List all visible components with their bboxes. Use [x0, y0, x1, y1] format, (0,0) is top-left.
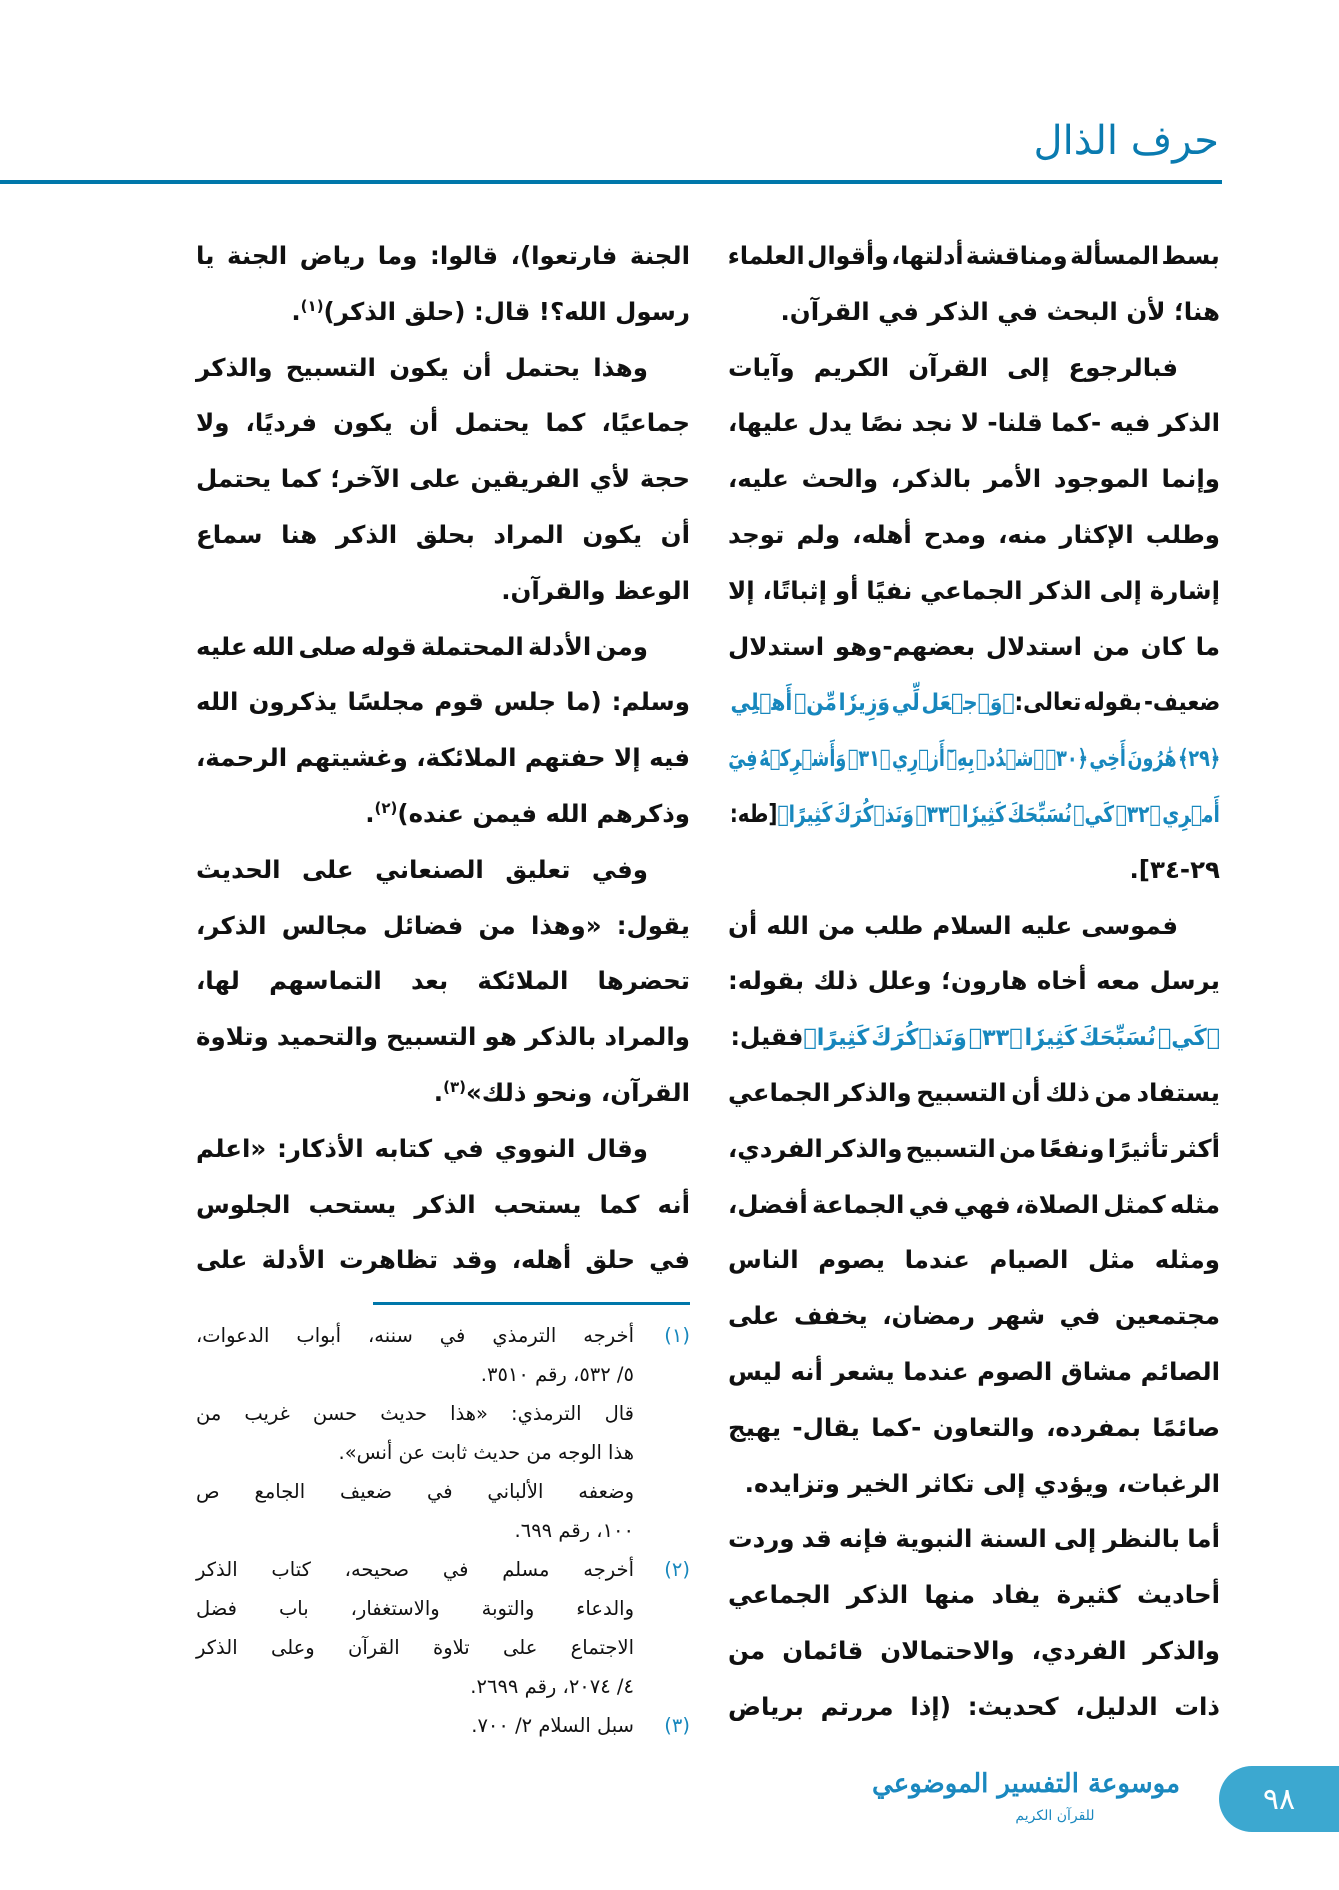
text-line — [728, 1232, 1220, 1288]
left-column — [196, 228, 690, 1288]
hadith-text: (ما جلس قوم مجلسًا يذكرون الله — [196, 687, 602, 717]
body-text: الذكر فيه -كما قلنا- لا نجد نصًا يدل عليها، — [728, 408, 1220, 438]
body-text: فبالرجوع إلى القرآن الكريم وآيات — [728, 352, 1178, 382]
footnote-text: وضعفه الألباني في ضعيف الجامع ص — [196, 1480, 634, 1503]
footnote-text: والدعاء والتوبة والاستغفار، باب فضل — [196, 1597, 634, 1620]
body-text: وقال النووي في كتابه الأذكار: «اعلم — [196, 1133, 648, 1163]
footnote-line — [196, 1355, 690, 1394]
body-text: الصائم مشاق الصوم عندما يشعر أنه ليس — [728, 1356, 1220, 1386]
footnote-number: (٢) — [664, 1558, 690, 1581]
line-content — [728, 228, 1220, 284]
text-line — [196, 953, 690, 1009]
text-line — [196, 898, 690, 954]
body-text: . — [433, 1077, 444, 1107]
text-line — [728, 1567, 1220, 1623]
quran-verse: أَمۡرِي ﴿٣٢﴾ كَيۡ نُسَبِّحَكَ كَثِيرٗا ﴿٣٣﴾ وَنَذۡكُرَكَ كَثِيرًا﴾ — [777, 801, 1220, 828]
body-text: إشارة إلى الذكر الجماعي نفيًا أو إثباتًا، إلا — [728, 575, 1220, 605]
text-line — [728, 1344, 1220, 1400]
footnote-text: ٥/ ٥٣٢، رقم ٣٥١٠. — [480, 1363, 634, 1386]
line-content — [730, 1009, 1220, 1067]
footnote-line — [196, 1394, 690, 1433]
text-line — [196, 730, 690, 786]
hadith-text: الجنة فارتعوا)، قالوا: وما رياض الجنة يا — [196, 241, 690, 270]
right-column — [728, 228, 1220, 1735]
body-text: يقول: «وهذا من فضائل مجالس الذكر، — [196, 910, 690, 940]
text-line — [196, 1177, 690, 1233]
text-line — [728, 730, 1220, 786]
encyclopedia-logo — [872, 1762, 1180, 1842]
page-number: ٩٨ — [1262, 1781, 1296, 1817]
body-text: جماعيًا، كما يحتمل أن يكون فرديًا، ولا — [196, 408, 690, 438]
footnote-line — [196, 1628, 690, 1667]
text-line — [196, 563, 690, 619]
body-text: أما بالنظر إلى السنة النبوية فإنه قد وردت — [728, 1524, 1220, 1554]
text-line — [728, 1121, 1220, 1177]
text-line — [728, 1456, 1220, 1512]
footnote-text: أخرجه مسلم في صحيحه، كتاب الذكر — [196, 1558, 634, 1581]
body-text: فقيل: — [730, 1022, 804, 1052]
text-line — [196, 1232, 690, 1288]
text-line — [728, 1511, 1220, 1567]
body-text: وهذا يحتمل أن يكون التسبيح والذكر — [196, 352, 648, 382]
body-text: فموسى عليه السلام طلب من الله أن — [728, 910, 1178, 940]
body-text: مجتمعين في شهر رمضان، يخفف على — [728, 1301, 1220, 1331]
body-text: . — [291, 296, 301, 326]
footnote-ref[interactable]: (٣) — [443, 1077, 466, 1096]
body-text: وسلم: — [601, 687, 690, 717]
body-text: وفي تعليق الصنعاني على الحديث — [196, 854, 648, 884]
body-text: هنا؛ لأن البحث في الذكر في القرآن. — [780, 296, 1220, 326]
footnote-ref[interactable]: (١) — [300, 296, 324, 315]
footnote-divider — [373, 1302, 690, 1305]
text-line — [196, 395, 690, 451]
page-number-badge — [1219, 1766, 1339, 1832]
footnote-text: ٤/ ٢٠٧٤، رقم ٢٦٩٩. — [470, 1675, 634, 1698]
footnote-line — [196, 1550, 690, 1589]
hadith-text: (إذا مررتم برياض — [728, 1691, 951, 1721]
body-text: في حلق أهله، وقد تظاهرت الأدلة على — [196, 1245, 690, 1275]
body-text: ما كان من استدلال بعضهم-وهو استدلال — [728, 631, 1220, 661]
body-text: والمراد بالذكر هو التسبيح والتحميد وتلاوة — [196, 1022, 690, 1052]
text-line — [196, 842, 690, 898]
footnote-text: الاجتماع على تلاوة القرآن وعلى الذكر — [196, 1636, 634, 1659]
footnote-line — [196, 1706, 690, 1745]
text-line — [196, 1065, 690, 1121]
body-text: بسط المسألة ومناقشة أدلتها، وأقوال العلماء — [728, 241, 1220, 270]
body-text: صائمًا بمفرده، والتعاون -كما يقال- يهيج — [728, 1412, 1220, 1442]
body-text: يستفاد من ذلك أن التسبيح والذكر الجماعي — [728, 1077, 1220, 1107]
footnote-line — [196, 1433, 690, 1472]
footnote-text: قال الترمذي: «هذا حديث حسن غريب من — [196, 1402, 634, 1425]
footnote-line — [196, 1316, 690, 1355]
body-text: حجة لأي الفريقين على الآخر؛ كما يحتمل — [196, 464, 690, 494]
text-line — [196, 284, 690, 340]
text-line — [728, 786, 1220, 842]
hadith-text: وذكرهم الله فيمن عنده) — [397, 798, 690, 828]
body-text: ذات الدليل، كحديث: — [950, 1691, 1220, 1721]
body-text: ضعيف- بقوله تعالى: — [1014, 687, 1220, 717]
hadith-text: رسول الله؟! قال: (حلق الذكر) — [323, 296, 690, 326]
footnote-line — [196, 1667, 690, 1706]
quran-verse: ﴿٢٩﴾ هَٰرُونَ أَخِي ﴿٣٠﴾ ٱشۡدُدۡ بِهِۦٓ أَزۡرِي ﴿٣١﴾ وَأَشۡرِكۡهُ فِيٓ — [728, 746, 1220, 773]
chapter-title: حرف الذال — [1033, 118, 1219, 164]
line-content — [728, 730, 1220, 788]
text-line — [728, 1065, 1220, 1121]
hadith-text: فيه إلا حفتهم الملائكة، وغشيتهم الرحمة، — [196, 743, 690, 773]
body-text: . — [365, 798, 375, 828]
body-text: وإنما الموجود الأمر بالذكر، والحث عليه، — [728, 464, 1220, 494]
quran-verse: ﴿كَيۡ نُسَبِّحَكَ كَثِيرٗا ﴿٣٣﴾ وَنَذۡكُرَكَ كَثِيرًا﴾ — [803, 1025, 1220, 1052]
text-line — [728, 619, 1220, 675]
text-line — [728, 1288, 1220, 1344]
body-text: والذكر الفردي، والاحتمالان قائمان من — [728, 1635, 1220, 1665]
footnote-text: هذا الوجه من حديث ثابت عن أنس». — [338, 1441, 634, 1464]
body-text: الوعظ والقرآن. — [501, 575, 690, 605]
text-line — [196, 507, 690, 563]
footnote-text: سبل السلام ٢/ ٧٠٠. — [471, 1714, 634, 1737]
footnote-line — [196, 1511, 690, 1550]
footnote-number: (١) — [664, 1324, 690, 1347]
text-line — [728, 842, 1220, 898]
footnotes — [196, 1316, 690, 1745]
header-divider — [0, 180, 1222, 184]
text-line — [728, 1623, 1220, 1679]
footnote-text: ١٠٠، رقم ٦٩٩. — [514, 1519, 634, 1542]
text-line — [196, 228, 690, 284]
text-line — [728, 563, 1220, 619]
footnote-line — [196, 1472, 690, 1511]
text-line — [728, 451, 1220, 507]
body-text: أنه كما يستحب الذكر يستحب الجلوس — [196, 1189, 690, 1219]
text-line — [196, 1009, 690, 1065]
text-line — [728, 953, 1220, 1009]
body-text: [طه: — [730, 798, 778, 828]
text-line — [196, 340, 690, 396]
body-text: القرآن، ونحو ذلك» — [465, 1077, 690, 1107]
line-content — [730, 786, 1220, 844]
text-line — [196, 451, 690, 507]
body-text: ومن الأدلة المحتملة قوله صلى الله عليه — [196, 631, 648, 661]
text-line — [728, 284, 1220, 340]
body-text: أن يكون المراد بحلق الذكر هنا سماع — [196, 519, 690, 549]
body-text: تحضرها الملائكة بعد التماسهم لها، — [196, 966, 690, 996]
footnote-number: (٣) — [664, 1714, 690, 1737]
body-text: مثله كمثل الصلاة، فهي في الجماعة أفضل، — [728, 1189, 1220, 1219]
text-line — [728, 228, 1220, 284]
text-line — [196, 786, 690, 842]
footnote-line — [196, 1589, 690, 1628]
quran-verse: ﴿وَٱجۡعَل لِّي وَزِيرٗا مِّنۡ أَهۡلِي — [730, 690, 1015, 717]
body-text: أحاديث كثيرة يفاد منها الذكر الجماعي — [728, 1580, 1220, 1610]
text-line — [728, 507, 1220, 563]
text-line — [728, 898, 1220, 954]
body-text: يرسل معه أخاه هارون؛ وعلل ذلك بقوله: — [728, 966, 1220, 996]
footnote-ref[interactable]: (٢) — [374, 798, 398, 817]
text-line — [728, 1177, 1220, 1233]
text-line — [196, 619, 690, 675]
body-text: ومثله مثل الصيام عندما يصوم الناس — [728, 1245, 1220, 1275]
footnote-text: أخرجه الترمذي في سننه، أبواب الدعوات، — [196, 1324, 634, 1347]
text-line — [728, 395, 1220, 451]
line-content — [730, 674, 1220, 732]
text-line — [728, 1679, 1220, 1735]
text-line — [728, 1009, 1220, 1065]
text-line — [728, 1400, 1220, 1456]
text-line — [196, 674, 690, 730]
body-text: وطلب الإكثار منه، ومدح أهله، ولم توجد — [728, 519, 1220, 549]
text-line — [196, 1121, 690, 1177]
body-text: أكثر تأثيرًا ونفعًا من التسبيح والذكر الفردي، — [728, 1133, 1220, 1163]
text-line — [728, 674, 1220, 730]
body-text: ٢٩-٣٤]. — [1129, 854, 1220, 884]
text-line — [728, 340, 1220, 396]
logo-subtitle: للقرآن الكريم — [1015, 1808, 1095, 1824]
logo-title: موسوعة التفسير الموضوعي — [872, 1769, 1180, 1799]
body-text: الرغبات، ويؤدي إلى تكاثر الخير وتزايده. — [744, 1468, 1220, 1498]
